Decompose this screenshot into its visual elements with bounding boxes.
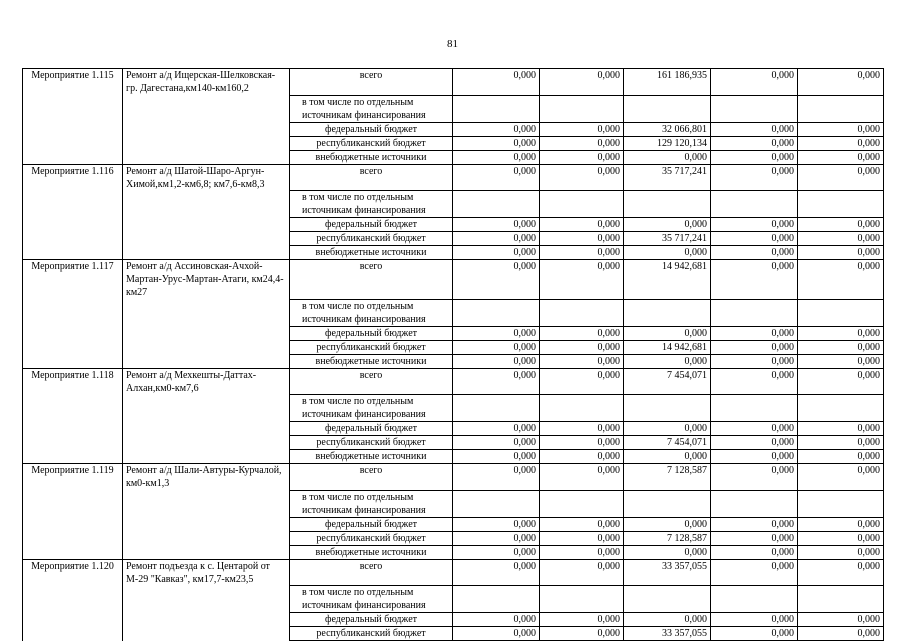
funding-source-label: внебюджетные источники [290,150,453,164]
amount-cell: 0,000 [711,627,798,641]
measure-code-cont [23,490,123,517]
funding-source-label: республиканский бюджет [290,232,453,246]
funding-source-label: всего [290,464,453,491]
amount-cell: 0,000 [540,613,624,627]
table-row [23,246,884,260]
amount-cell: 0,000 [798,218,884,232]
amount-cell: 0,000 [453,164,540,191]
table-row [23,95,884,122]
funding-source-label: всего [290,559,453,586]
measure-code: Мероприятие 1.115 [23,69,123,96]
measure-code: Мероприятие 1.116 [23,164,123,191]
amount-cell: 0,000 [540,422,624,436]
amount-cell: 0,000 [798,136,884,150]
measure-name-cont [123,490,290,517]
table-row [23,260,884,300]
measure-name: Ремонт а/д Шатой-Шаро-Аргун-Химой,км1,2-км6,8; км7,6-км8,3 [123,164,290,191]
amount-cell: 0,000 [798,531,884,545]
amount-cell [453,395,540,422]
funding-source-label: федеральный бюджет [290,122,453,136]
amount-cell: 0,000 [540,531,624,545]
amount-cell: 0,000 [540,340,624,354]
amount-cell: 14 942,681 [624,340,711,354]
funding-source-label: внебюджетные источники [290,545,453,559]
table-row [23,218,884,232]
measure-code: Мероприятие 1.119 [23,464,123,491]
amount-cell: 0,000 [798,627,884,641]
amount-cell: 0,000 [711,122,798,136]
measure-code-cont [23,422,123,436]
table-row [23,136,884,150]
amount-cell: 0,000 [540,436,624,450]
measure-code: Мероприятие 1.118 [23,368,123,395]
amount-cell: 0,000 [798,517,884,531]
amount-cell: 0,000 [711,69,798,96]
amount-cell: 0,000 [540,627,624,641]
amount-cell: 0,000 [798,464,884,491]
amount-cell [540,586,624,613]
budget-table-body [23,69,884,641]
measure-name-cont [123,340,290,354]
amount-cell: 0,000 [711,464,798,491]
funding-source-label: в том числе по отдельным источникам финансирования [290,95,453,122]
funding-source-label: федеральный бюджет [290,326,453,340]
amount-cell [798,299,884,326]
amount-cell: 0,000 [453,531,540,545]
amount-cell: 0,000 [453,613,540,627]
amount-cell: 0,000 [540,246,624,260]
amount-cell: 33 357,055 [624,559,711,586]
amount-cell: 0,000 [453,150,540,164]
amount-cell [798,95,884,122]
amount-cell: 0,000 [798,150,884,164]
measure-code-cont [23,191,123,218]
amount-cell: 7 128,587 [624,464,711,491]
measure-code-cont [23,395,123,422]
table-row [23,340,884,354]
measure-name-cont [123,122,290,136]
amount-cell: 0,000 [711,326,798,340]
amount-cell: 0,000 [798,69,884,96]
amount-cell: 0,000 [711,368,798,395]
amount-cell: 7 454,071 [624,368,711,395]
amount-cell: 0,000 [540,517,624,531]
measure-code-cont [23,627,123,641]
funding-source-label: внебюджетные источники [290,246,453,260]
amount-cell: 0,000 [624,422,711,436]
table-row [23,586,884,613]
amount-cell: 0,000 [453,246,540,260]
measure-code-cont [23,326,123,340]
funding-source-label: федеральный бюджет [290,422,453,436]
amount-cell [798,586,884,613]
measure-name-cont [123,246,290,260]
amount-cell: 0,000 [540,464,624,491]
amount-cell: 0,000 [453,450,540,464]
amount-cell: 35 717,241 [624,232,711,246]
measure-name-cont [123,299,290,326]
amount-cell: 0,000 [453,627,540,641]
table-row [23,450,884,464]
measure-code-cont [23,218,123,232]
amount-cell: 0,000 [540,122,624,136]
amount-cell: 0,000 [453,368,540,395]
measure-name-cont [123,150,290,164]
amount-cell: 0,000 [711,531,798,545]
amount-cell: 0,000 [453,326,540,340]
amount-cell [453,586,540,613]
amount-cell [453,299,540,326]
amount-cell: 0,000 [711,517,798,531]
amount-cell: 0,000 [540,450,624,464]
amount-cell: 0,000 [798,354,884,368]
measure-name-cont [123,613,290,627]
funding-source-label: республиканский бюджет [290,136,453,150]
table-row [23,164,884,191]
amount-cell: 0,000 [711,422,798,436]
amount-cell: 0,000 [711,354,798,368]
funding-source-label: в том числе по отдельным источникам финансирования [290,586,453,613]
amount-cell: 0,000 [540,354,624,368]
measure-code-cont [23,354,123,368]
amount-cell: 0,000 [540,545,624,559]
amount-cell: 0,000 [624,354,711,368]
amount-cell: 0,000 [711,340,798,354]
amount-cell: 35 717,241 [624,164,711,191]
amount-cell: 0,000 [540,69,624,96]
measure-code-cont [23,340,123,354]
amount-cell: 0,000 [624,545,711,559]
amount-cell [624,95,711,122]
amount-cell: 0,000 [711,436,798,450]
measure-code-cont [23,531,123,545]
amount-cell: 0,000 [798,368,884,395]
amount-cell: 0,000 [711,559,798,586]
amount-cell: 0,000 [453,218,540,232]
amount-cell [624,191,711,218]
measure-name-cont [123,627,290,641]
amount-cell: 0,000 [711,150,798,164]
table-row [23,559,884,586]
measure-name-cont [123,136,290,150]
amount-cell: 0,000 [453,340,540,354]
measure-code: Мероприятие 1.120 [23,559,123,586]
amount-cell: 0,000 [453,422,540,436]
table-row [23,627,884,641]
amount-cell: 0,000 [624,246,711,260]
amount-cell: 0,000 [453,517,540,531]
amount-cell [540,490,624,517]
table-row [23,232,884,246]
funding-source-label: всего [290,368,453,395]
amount-cell: 0,000 [453,122,540,136]
amount-cell: 0,000 [624,613,711,627]
amount-cell: 0,000 [453,136,540,150]
table-row [23,395,884,422]
funding-source-label: федеральный бюджет [290,613,453,627]
amount-cell [624,395,711,422]
funding-source-label: в том числе по отдельным источникам финансирования [290,299,453,326]
amount-cell: 0,000 [624,450,711,464]
amount-cell: 0,000 [624,326,711,340]
amount-cell [798,395,884,422]
amount-cell: 0,000 [711,232,798,246]
funding-source-label: в том числе по отдельным источникам финансирования [290,490,453,517]
measure-name-cont [123,586,290,613]
amount-cell: 0,000 [798,422,884,436]
amount-cell [711,395,798,422]
amount-cell: 0,000 [711,246,798,260]
measure-name: Ремонт а/д Мехкешты-Даттах-Алхан,км0-км7,6 [123,368,290,395]
amount-cell: 0,000 [798,122,884,136]
funding-source-label: федеральный бюджет [290,218,453,232]
amount-cell: 0,000 [798,232,884,246]
amount-cell: 0,000 [453,354,540,368]
funding-source-label: республиканский бюджет [290,436,453,450]
funding-source-label: всего [290,164,453,191]
measure-name-cont [123,218,290,232]
table-row [23,531,884,545]
amount-cell: 0,000 [624,517,711,531]
table-row [23,464,884,491]
funding-source-label: в том числе по отдельным источникам финансирования [290,191,453,218]
measure-code-cont [23,436,123,450]
amount-cell [624,490,711,517]
amount-cell [711,490,798,517]
table-row [23,545,884,559]
amount-cell: 0,000 [453,232,540,246]
funding-source-label: республиканский бюджет [290,627,453,641]
measure-code-cont [23,150,123,164]
table-row [23,422,884,436]
funding-source-label: федеральный бюджет [290,517,453,531]
amount-cell: 14 942,681 [624,260,711,300]
amount-cell: 7 128,587 [624,531,711,545]
amount-cell: 0,000 [798,164,884,191]
amount-cell: 161 186,935 [624,69,711,96]
measure-name-cont [123,436,290,450]
amount-cell [798,490,884,517]
amount-cell: 0,000 [624,150,711,164]
amount-cell [711,191,798,218]
amount-cell: 129 120,134 [624,136,711,150]
measure-name-cont [123,545,290,559]
amount-cell: 0,000 [798,260,884,300]
funding-source-label: республиканский бюджет [290,340,453,354]
amount-cell: 0,000 [453,464,540,491]
amount-cell: 0,000 [798,326,884,340]
table-row [23,354,884,368]
measure-name: Ремонт а/д Шали-Автуры-Курчалой, км0-км1,3 [123,464,290,491]
amount-cell: 0,000 [624,218,711,232]
measure-code-cont [23,136,123,150]
measure-name: Ремонт а/д Ассиновская-Ачхой-Мартан-Урус-Мартан-Атаги, км24,4-км27 [123,260,290,300]
amount-cell: 0,000 [798,246,884,260]
funding-source-label: республиканский бюджет [290,531,453,545]
page-number: 81 [447,38,458,50]
measure-name: Ремонт а/д Ищерская-Шелковская-гр. Дагестана,км140-км160,2 [123,69,290,96]
funding-source-label: внебюджетные источники [290,450,453,464]
measure-name-cont [123,422,290,436]
table-row [23,326,884,340]
measure-code: Мероприятие 1.117 [23,260,123,300]
amount-cell [711,299,798,326]
amount-cell: 0,000 [798,613,884,627]
amount-cell [540,395,624,422]
table-row [23,299,884,326]
amount-cell: 0,000 [798,545,884,559]
table-row [23,613,884,627]
amount-cell [711,586,798,613]
amount-cell [540,299,624,326]
amount-cell: 0,000 [540,218,624,232]
amount-cell: 0,000 [540,136,624,150]
measure-name-cont [123,191,290,218]
amount-cell [624,299,711,326]
table-row [23,368,884,395]
measure-name-cont [123,517,290,531]
funding-source-label: всего [290,260,453,300]
amount-cell [624,586,711,613]
funding-source-label: в том числе по отдельным источникам финансирования [290,395,453,422]
funding-source-label: внебюджетные источники [290,354,453,368]
table-row [23,69,884,96]
table-row [23,490,884,517]
measure-name-cont [123,354,290,368]
measure-code-cont [23,232,123,246]
amount-cell: 0,000 [453,260,540,300]
measure-code-cont [23,95,123,122]
measure-name-cont [123,450,290,464]
amount-cell: 32 066,801 [624,122,711,136]
amount-cell: 0,000 [540,368,624,395]
table-row [23,517,884,531]
measure-code-cont [23,545,123,559]
measure-code-cont [23,613,123,627]
amount-cell: 0,000 [453,436,540,450]
budget-table [22,68,884,641]
amount-cell: 0,000 [711,260,798,300]
measure-code-cont [23,450,123,464]
measure-name-cont [123,395,290,422]
amount-cell: 0,000 [711,613,798,627]
amount-cell: 0,000 [540,164,624,191]
measure-name-cont [123,232,290,246]
measure-code-cont [23,246,123,260]
measure-code-cont [23,122,123,136]
amount-cell: 0,000 [798,559,884,586]
measure-code-cont [23,517,123,531]
amount-cell [711,95,798,122]
amount-cell: 0,000 [540,260,624,300]
amount-cell: 0,000 [540,150,624,164]
measure-name: Ремонт подъезда к с. Центарой от М-29 "Кавказ", км17,7-км23,5 [123,559,290,586]
amount-cell: 0,000 [711,450,798,464]
measure-code-cont [23,299,123,326]
amount-cell: 0,000 [453,545,540,559]
amount-cell [453,95,540,122]
amount-cell [453,490,540,517]
amount-cell: 0,000 [798,436,884,450]
amount-cell: 0,000 [711,136,798,150]
amount-cell: 0,000 [453,69,540,96]
table-row [23,436,884,450]
amount-cell: 33 357,055 [624,627,711,641]
amount-cell: 0,000 [540,559,624,586]
amount-cell: 0,000 [798,450,884,464]
amount-cell: 0,000 [711,164,798,191]
funding-source-label: всего [290,69,453,96]
amount-cell [540,191,624,218]
amount-cell [798,191,884,218]
table-row [23,150,884,164]
table-row [23,191,884,218]
amount-cell [453,191,540,218]
amount-cell: 0,000 [711,545,798,559]
measure-code-cont [23,586,123,613]
amount-cell: 0,000 [540,326,624,340]
table-row [23,122,884,136]
measure-name-cont [123,95,290,122]
amount-cell: 0,000 [798,340,884,354]
amount-cell: 0,000 [711,218,798,232]
amount-cell [540,95,624,122]
amount-cell: 0,000 [453,559,540,586]
measure-name-cont [123,531,290,545]
measure-name-cont [123,326,290,340]
amount-cell: 0,000 [540,232,624,246]
amount-cell: 7 454,071 [624,436,711,450]
